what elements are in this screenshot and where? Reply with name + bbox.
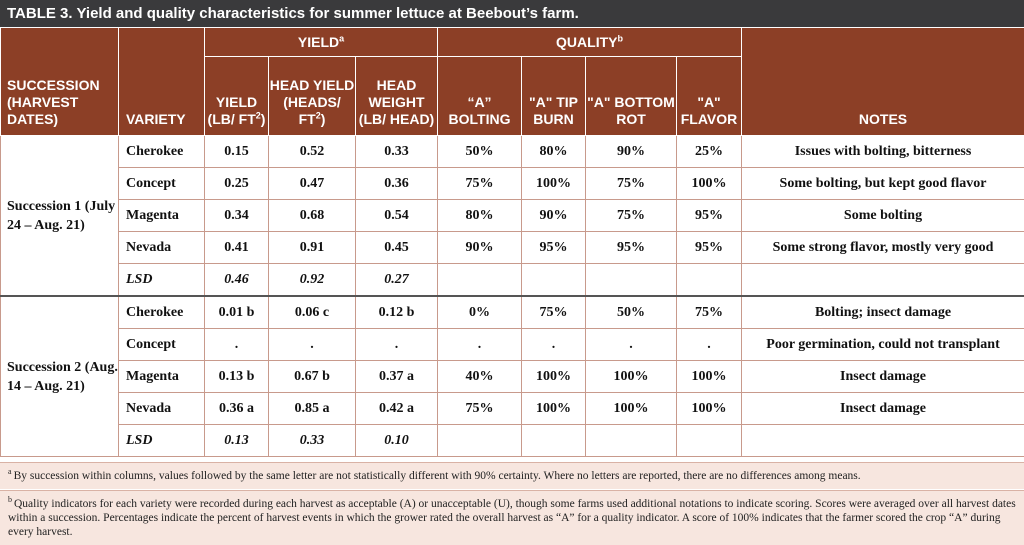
empty-cell (742, 264, 1024, 297)
table-row (1, 393, 1024, 425)
notes-cell: Insect damage (742, 361, 1024, 393)
tip-burn-cell: 75% (522, 296, 586, 329)
head-yield-cell: 0.47 (269, 168, 356, 200)
variety-cell: Magenta (119, 361, 205, 393)
footnote-b (0, 490, 1024, 545)
bolting-cell: 50% (438, 136, 522, 168)
bolting-cell: 75% (438, 393, 522, 425)
lsd-label: LSD (119, 264, 205, 297)
tip-burn-cell: 80% (522, 136, 586, 168)
notes-cell: Poor germination, could not transplant (742, 329, 1024, 361)
flavor-cell: 100% (677, 361, 742, 393)
footnote-a-mark: a (8, 467, 12, 477)
lsd-head-weight-cell: 0.27 (356, 264, 438, 297)
empty-cell (742, 425, 1024, 457)
bottom-rot-cell: 100% (586, 393, 677, 425)
yield-cell: 0.34 (205, 200, 269, 232)
footnote-mark-a: a (339, 32, 345, 43)
head-yield-cell: 0.67 b (269, 361, 356, 393)
yield-quality-table (0, 27, 1024, 457)
bolting-cell: 75% (438, 168, 522, 200)
lsd-head-yield-cell: 0.92 (269, 264, 356, 297)
yield-cell: . (205, 329, 269, 361)
col-header-notes: NOTES (742, 28, 1024, 136)
table-row (1, 200, 1024, 232)
group-header-quality-label: QUALITY (556, 33, 618, 50)
lsd-yield-cell: 0.46 (205, 264, 269, 297)
col-header-succession: SUCCESSION (HARVEST DATES) (1, 28, 119, 136)
flavor-cell: . (677, 329, 742, 361)
bolting-cell: 40% (438, 361, 522, 393)
col-header-tip-burn: "A" TIP BURN (522, 57, 586, 136)
empty-cell (677, 264, 742, 297)
footnote-mark-b: b (617, 32, 623, 43)
col-header-yield-label: YIELD (LB/ FT (207, 94, 258, 127)
notes-cell: Some strong flavor, mostly very good (742, 232, 1024, 264)
head-weight-cell: . (356, 329, 438, 361)
lsd-label: LSD (119, 425, 205, 457)
empty-cell (522, 264, 586, 297)
flavor-cell: 100% (677, 393, 742, 425)
notes-cell: Some bolting (742, 200, 1024, 232)
yield-cell: 0.25 (205, 168, 269, 200)
bolting-cell: 0% (438, 296, 522, 329)
empty-cell (677, 425, 742, 457)
yield-cell: 0.13 b (205, 361, 269, 393)
bolting-cell: 80% (438, 200, 522, 232)
table-row (1, 232, 1024, 264)
empty-cell (438, 264, 522, 297)
col-header-head-yield-sup: 2 (315, 110, 321, 121)
bottom-rot-cell: 95% (586, 232, 677, 264)
succession-label: Succession 2 (Aug. 14 – Aug. 21) (1, 296, 119, 457)
footnote-a-text: By succession within columns, values followed by the same letter are not statistically different with 90% certainty. Where no letters are reported, there are no differences among means. (13, 470, 861, 482)
tip-burn-cell: 95% (522, 232, 586, 264)
table-title: TABLE 3. Yield and quality characteristics for summer lettuce at Beebout’s farm. (0, 0, 1024, 27)
col-header-yield-end: ) (260, 111, 266, 127)
flavor-cell: 100% (677, 168, 742, 200)
notes-cell: Bolting; insect damage (742, 296, 1024, 329)
lsd-row (1, 264, 1024, 297)
col-header-yield-sup: 2 (255, 110, 261, 121)
lsd-head-yield-cell: 0.33 (269, 425, 356, 457)
variety-cell: Magenta (119, 200, 205, 232)
notes-cell: Insect damage (742, 393, 1024, 425)
col-header-head-weight: HEAD WEIGHT (LB/ HEAD) (356, 57, 438, 136)
col-header-bottom-rot: "A" BOTTOM ROT (586, 57, 677, 136)
empty-cell (586, 264, 677, 297)
bolting-cell: . (438, 329, 522, 361)
group-header-yield (205, 28, 438, 57)
yield-cell: 0.15 (205, 136, 269, 168)
flavor-cell: 25% (677, 136, 742, 168)
col-header-yield (205, 57, 269, 136)
tip-burn-cell: 100% (522, 168, 586, 200)
group-header-yield-label: YIELD (297, 33, 340, 50)
notes-cell: Some bolting, but kept good flavor (742, 168, 1024, 200)
yield-cell: 0.36 a (205, 393, 269, 425)
head-yield-cell: 0.06 c (269, 296, 356, 329)
col-header-head-yield-label: HEAD YIELD (HEADS/ FT (269, 77, 355, 127)
footnote-b-mark: b (8, 495, 12, 505)
bottom-rot-cell: 100% (586, 361, 677, 393)
head-weight-cell: 0.45 (356, 232, 438, 264)
head-yield-cell: 0.52 (269, 136, 356, 168)
col-header-variety: VARIETY (119, 28, 205, 136)
empty-cell (438, 425, 522, 457)
bottom-rot-cell: 90% (586, 136, 677, 168)
variety-cell: Cherokee (119, 296, 205, 329)
bottom-rot-cell: 50% (586, 296, 677, 329)
col-header-bolting: “A” BOLTING (438, 57, 522, 136)
empty-cell (522, 425, 586, 457)
variety-cell: Nevada (119, 232, 205, 264)
head-yield-cell: 0.68 (269, 200, 356, 232)
lsd-head-weight-cell: 0.10 (356, 425, 438, 457)
col-header-flavor: "A" FLAVOR (677, 57, 742, 136)
head-weight-cell: 0.54 (356, 200, 438, 232)
head-yield-cell: . (269, 329, 356, 361)
variety-cell: Concept (119, 168, 205, 200)
head-weight-cell: 0.33 (356, 136, 438, 168)
bolting-cell: 90% (438, 232, 522, 264)
bottom-rot-cell: 75% (586, 168, 677, 200)
footnote-b-text: Quality indicators for each variety were recorded during each harvest as acceptable (A) or unacceptable (U), though some farms used additional notations to indicate scoring. Scores were averaged over all harvest dates within a succession. Percentages indicate the percent of harvest events in which the grower rated the overall harvest as “A” for a quality indicator. A score of 100% indicates that the farmer scored the crop “A” during every harvest. (8, 498, 1016, 538)
head-weight-cell: 0.36 (356, 168, 438, 200)
lsd-yield-cell: 0.13 (205, 425, 269, 457)
col-header-head-yield (269, 57, 356, 136)
variety-cell: Cherokee (119, 136, 205, 168)
head-weight-cell: 0.42 a (356, 393, 438, 425)
lsd-row (1, 425, 1024, 457)
flavor-cell: 75% (677, 296, 742, 329)
table-row (1, 329, 1024, 361)
tip-burn-cell: . (522, 329, 586, 361)
variety-cell: Concept (119, 329, 205, 361)
bottom-rot-cell: . (586, 329, 677, 361)
head-yield-cell: 0.85 a (269, 393, 356, 425)
footnote-a (0, 462, 1024, 489)
flavor-cell: 95% (677, 200, 742, 232)
yield-cell: 0.41 (205, 232, 269, 264)
head-yield-cell: 0.91 (269, 232, 356, 264)
table-row (1, 296, 1024, 329)
table-row (1, 168, 1024, 200)
tip-burn-cell: 100% (522, 393, 586, 425)
head-weight-cell: 0.12 b (356, 296, 438, 329)
flavor-cell: 95% (677, 232, 742, 264)
empty-cell (586, 425, 677, 457)
head-weight-cell: 0.37 a (356, 361, 438, 393)
table-row (1, 361, 1024, 393)
succession-label: Succession 1 (July 24 – Aug. 21) (1, 136, 119, 297)
yield-cell: 0.01 b (205, 296, 269, 329)
variety-cell: Nevada (119, 393, 205, 425)
group-header-quality (438, 28, 742, 57)
col-header-head-yield-end: ) (320, 111, 326, 127)
tip-burn-cell: 90% (522, 200, 586, 232)
table-row (1, 136, 1024, 168)
tip-burn-cell: 100% (522, 361, 586, 393)
notes-cell: Issues with bolting, bitterness (742, 136, 1024, 168)
bottom-rot-cell: 75% (586, 200, 677, 232)
